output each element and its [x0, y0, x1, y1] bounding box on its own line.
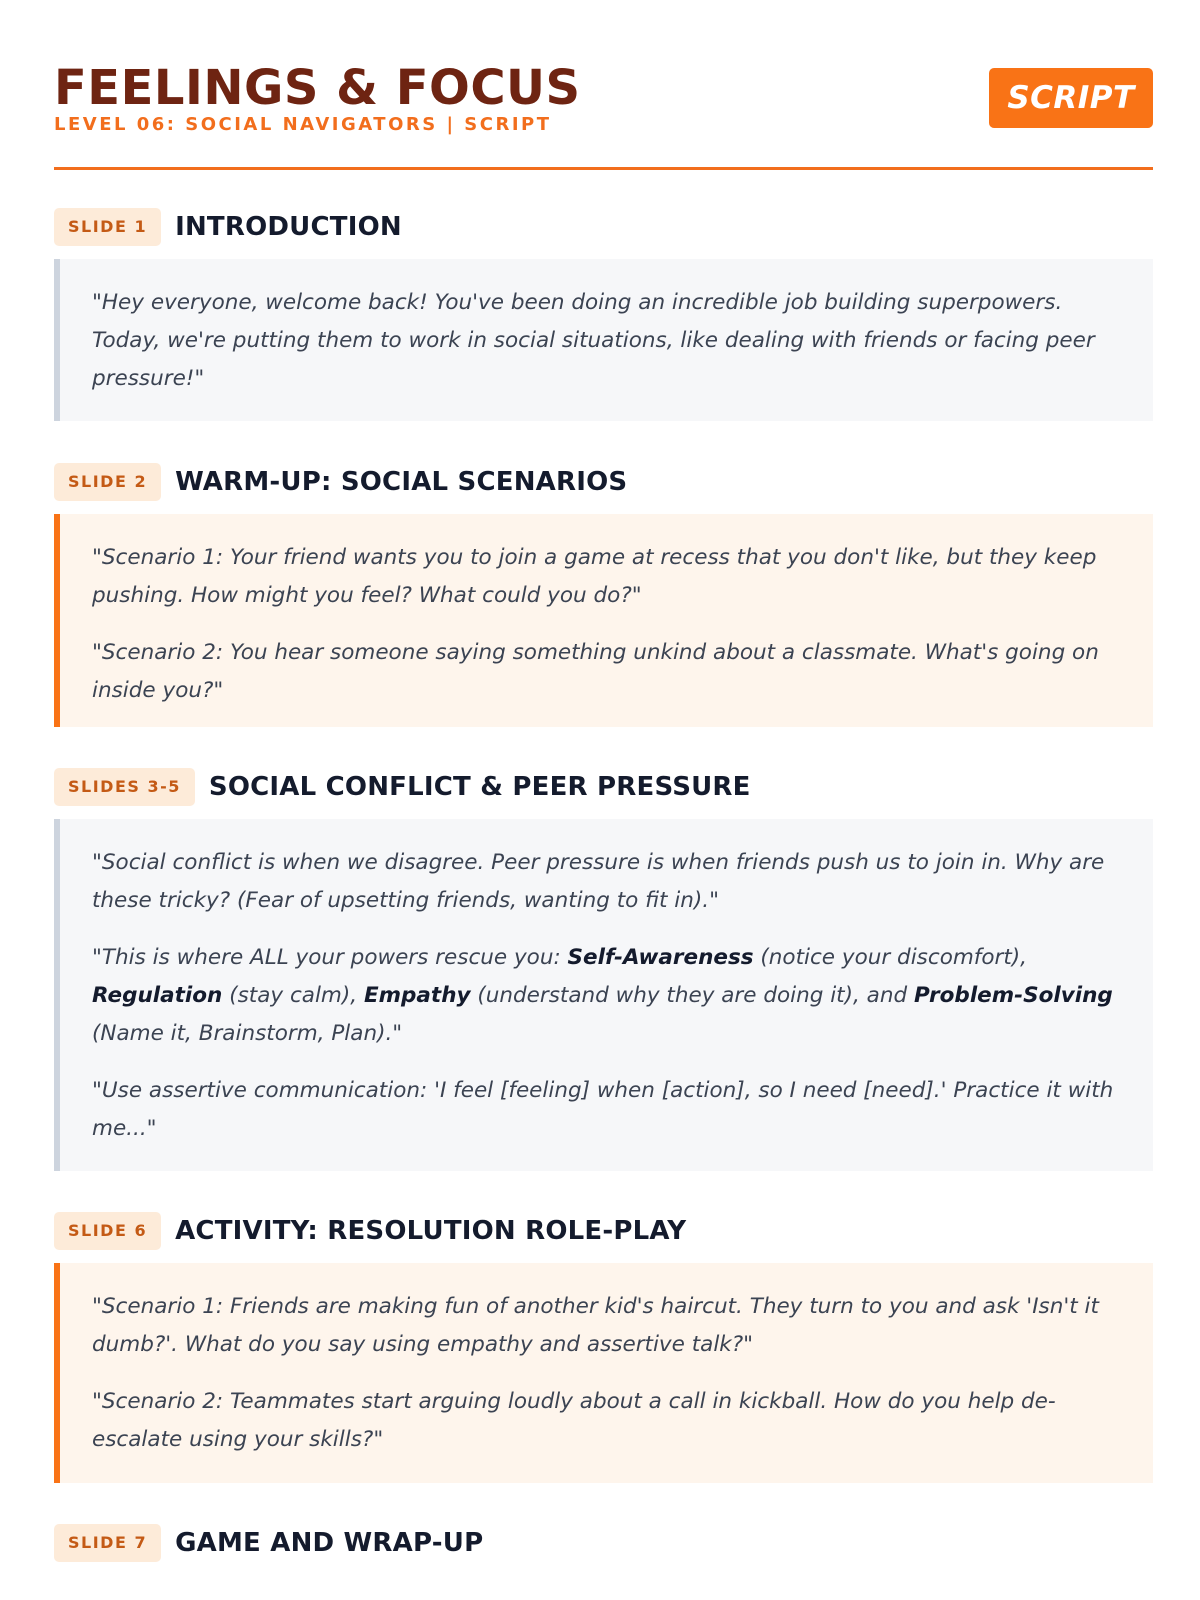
text-run: (Name it, Brainstorm, Plan)."	[92, 1021, 403, 1046]
script-paragraph: "Scenario 2: Teammates start arguing loudly about a call in kickball. How do you help de-escalate using your skills?"	[92, 1389, 1056, 1452]
script-paragraph: "Hey everyone, welcome back! You've been doing an incredible job building superpowers. Today, we're putting them to work in social situations, like dealing with friends or facing peer pressure!"	[92, 290, 1095, 391]
script-paragraph: "Use assertive communication: 'I feel [feeling] when [action], so I need [need].' Practice it with me..."	[92, 1078, 1114, 1141]
section-slide-2	[54, 462, 1153, 703]
script-box	[54, 259, 1153, 421]
section-heading	[54, 207, 1153, 247]
slide-badge: SLIDE 2	[54, 463, 161, 501]
script-box	[54, 514, 1153, 727]
text-run: (understand why they are doing it), and	[470, 983, 914, 1008]
section-slide-7	[54, 1523, 1153, 1563]
text-run: (stay calm),	[222, 983, 364, 1008]
section-title: ACTIVITY: RESOLUTION ROLE-PLAY	[175, 1216, 687, 1246]
page-subtitle: LEVEL 06: SOCIAL NAVIGATORS | SCRIPT	[54, 114, 552, 135]
power-empathy: Empathy	[363, 983, 471, 1008]
power-problem-solving: Problem-Solving	[913, 983, 1113, 1008]
section-slides-3-5	[54, 767, 1153, 1141]
script-paragraph: "Scenario 1: Your friend wants you to join a game at recess that you don't like, but they keep pushing. How might you feel? What could you do?"	[92, 545, 1097, 608]
page-title: FEELINGS & FOCUS	[54, 60, 581, 116]
section-heading	[54, 462, 1153, 502]
power-regulation: Regulation	[92, 983, 223, 1008]
section-title: INTRODUCTION	[175, 212, 402, 242]
section-title: WARM-UP: SOCIAL SCENARIOS	[175, 467, 628, 497]
slide-badge: SLIDE 1	[54, 208, 161, 246]
section-heading	[54, 1523, 1153, 1563]
section-slide-1	[54, 207, 1153, 391]
script-box	[54, 819, 1153, 1171]
text-run: (notice your discomfort),	[753, 945, 1027, 970]
section-slide-6	[54, 1211, 1153, 1452]
header-divider	[54, 167, 1153, 170]
text-run: "This is where ALL your powers rescue you:	[92, 945, 568, 970]
script-box	[54, 1263, 1153, 1483]
section-title: SOCIAL CONFLICT & PEER PRESSURE	[208, 772, 751, 802]
section-heading	[54, 767, 1153, 807]
script-paragraph: "Scenario 1: Friends are making fun of another kid's haircut. They turn to you and ask 'Isn't it dumb?'. What do you say using empathy and assertive talk?"	[92, 1294, 1099, 1357]
slide-badge: SLIDE 6	[54, 1212, 161, 1250]
slide-badge: SLIDES 3-5	[54, 768, 195, 806]
section-title: GAME AND WRAP-UP	[175, 1528, 484, 1558]
slide-badge: SLIDE 7	[54, 1524, 161, 1562]
script-paragraph: "Scenario 2: You hear someone saying something unkind about a classmate. What's going on inside you?"	[92, 640, 1099, 703]
script-paragraph	[92, 939, 1125, 1053]
power-self-awareness: Self-Awareness	[567, 945, 754, 970]
page-header	[54, 54, 1153, 170]
script-badge: SCRIPT	[989, 68, 1153, 128]
script-paragraph: "Social conflict is when we disagree. Peer pressure is when friends push us to join in. Why are these tricky? (Fear of upsetting friends, wanting to fit in)."	[92, 850, 1105, 913]
section-heading	[54, 1211, 1153, 1251]
